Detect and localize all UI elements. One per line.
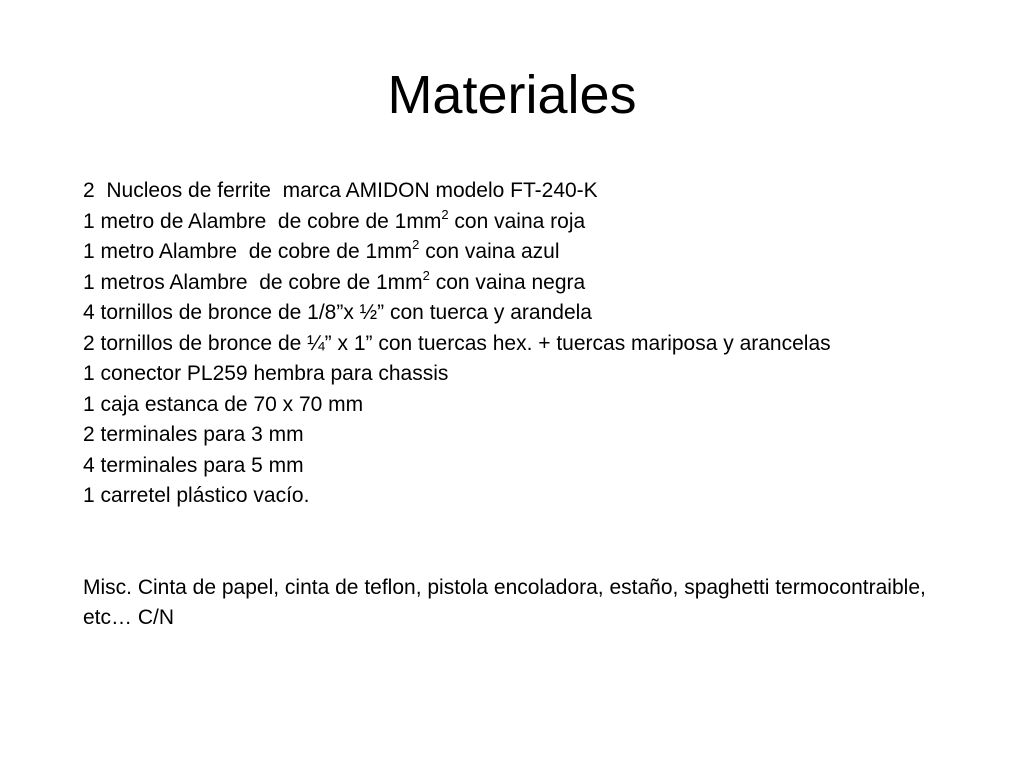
item-text: 1 metro de Alambre de cobre de 1mm [83, 209, 442, 233]
item-superscript: 2 [441, 206, 449, 222]
list-item [83, 481, 983, 512]
item-text: 1 metros Alambre de cobre de 1mm [83, 270, 423, 294]
item-text: 1 conector PL259 hembra para chassis [83, 362, 449, 385]
item-text: 2 Nucleos de ferrite marca AMIDON modelo FT-240-K [83, 179, 598, 202]
misc-note: Misc. Cinta de papel, cinta de teflon, pistola encoladora, estaño, spaghetti termocontraible, etc… C/N [83, 575, 926, 629]
slide-title: Materiales [387, 65, 637, 125]
list-item [83, 176, 983, 207]
item-superscript: 2 [422, 267, 430, 283]
item-text: 2 tornillos de bronce de ¼” x 1” con tuercas hex. + tuercas mariposa y arancelas [83, 331, 831, 355]
list-item [83, 298, 983, 329]
list-item [83, 207, 983, 238]
list-item [83, 329, 983, 360]
list-item [83, 420, 983, 451]
list-item [83, 451, 983, 482]
item-superscript: 2 [412, 237, 420, 252]
item-text: 4 terminales para 5 mm [83, 453, 304, 477]
item-text: 1 caja estanca de 70 x 70 mm [83, 392, 364, 416]
list-item [83, 390, 983, 421]
item-text-suffix: con vaina azul [419, 240, 560, 263]
item-text: 2 terminales para 3 mm [83, 423, 304, 446]
list-item [83, 359, 983, 390]
item-text: 1 carretel plástico vacío. [83, 484, 310, 507]
item-text-suffix: con vaina negra [429, 270, 586, 294]
list-item [83, 268, 983, 299]
spacer [83, 512, 983, 573]
item-text: 4 tornillos de bronce de 1/8”x ½” con tuerca y arandela [83, 301, 592, 324]
materials-list [83, 176, 983, 634]
list-item [83, 237, 983, 268]
item-text-suffix: con vaina roja [448, 209, 586, 233]
item-text: 1 metro Alambre de cobre de 1mm [83, 240, 413, 263]
